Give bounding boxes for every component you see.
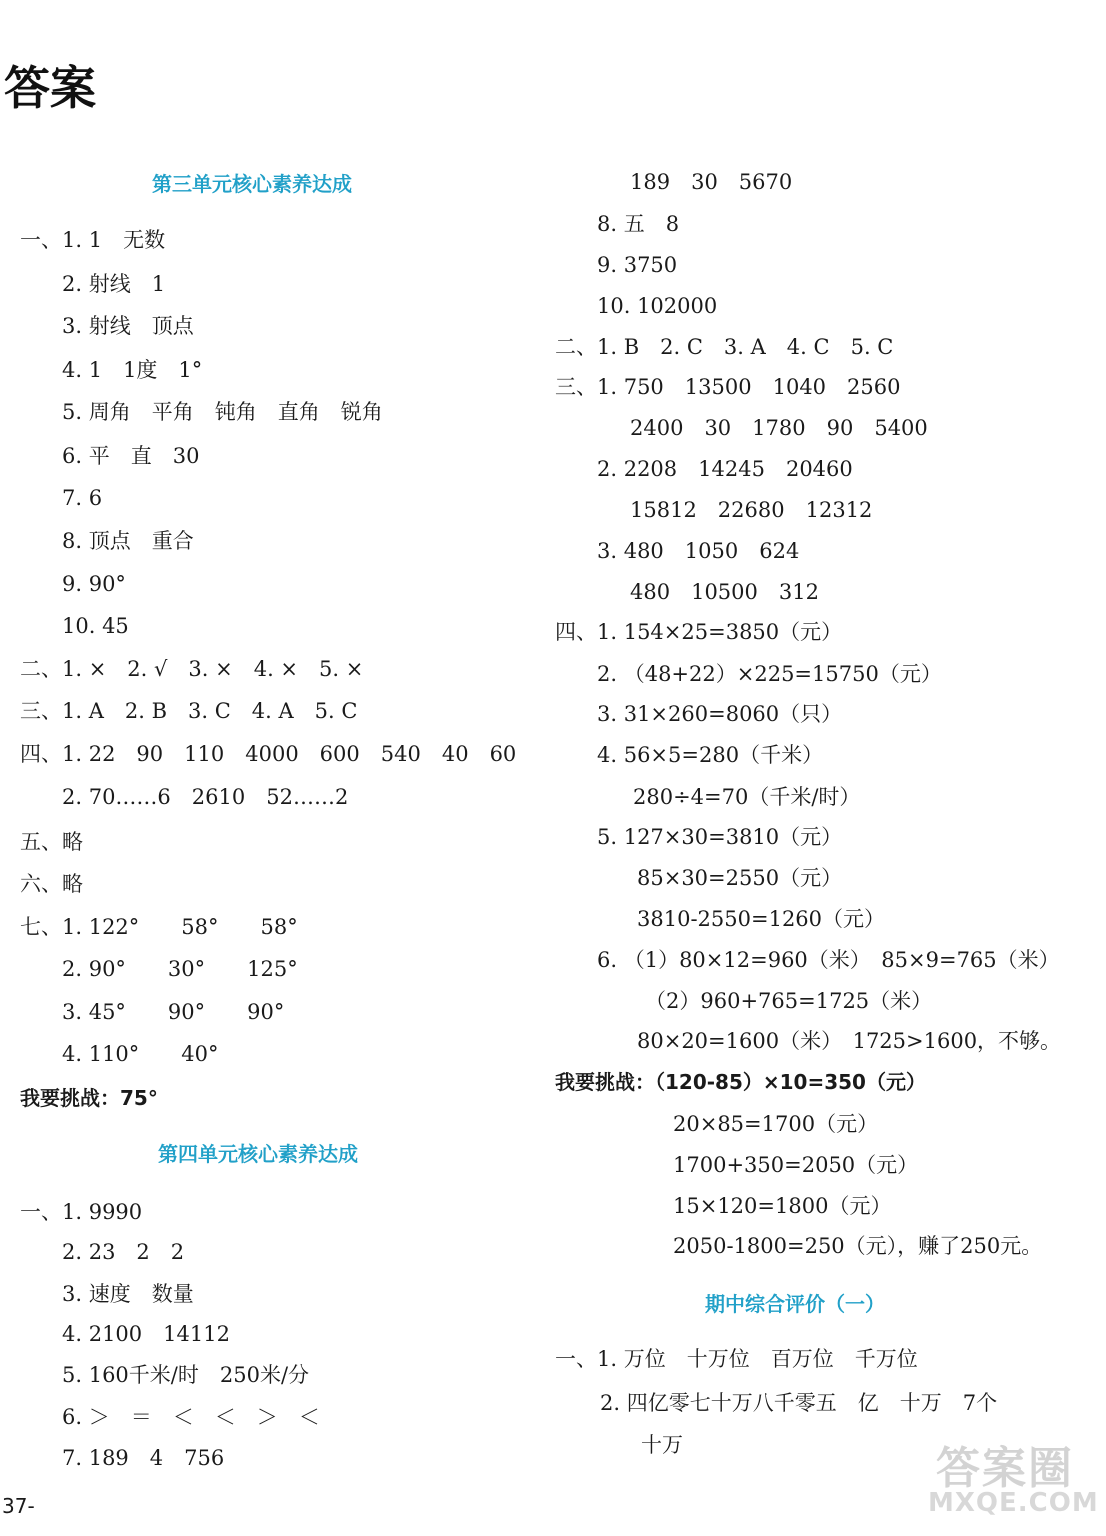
section-heading: 第四单元核心素养达成: [158, 1142, 358, 1166]
answer-line: 20×85=1700（元）: [673, 1112, 879, 1136]
watermark-url: MXQE.COM: [928, 1488, 1099, 1518]
watermark-logo: 答案圈: [936, 1443, 1074, 1494]
answer-line: 7. 189 4 756: [62, 1446, 225, 1470]
answer-line: 2. 四亿零七十万八千零五 亿 十万 7个: [600, 1391, 998, 1415]
answer-line: 10. 102000: [597, 294, 718, 318]
answer-line: 四、1. 22 90 110 4000 600 540 40 60: [20, 742, 517, 766]
answer-line: 280÷4=70（千米/时）: [633, 785, 861, 809]
answer-line: 80×20=1600（米） 1725>1600，不够。: [637, 1029, 1062, 1053]
answer-line: 8. 顶点 重合: [62, 529, 194, 553]
answer-line: 85×30=2550（元）: [637, 866, 843, 890]
answer-line: 七、1. 122° 58° 58°: [20, 915, 298, 939]
page-number: 37-: [2, 1494, 35, 1518]
answer-line: 二、1. B 2. C 3. A 4. C 5. C: [555, 335, 894, 359]
answer-line: 2. （48+22）×225=15750（元）: [597, 662, 942, 686]
answer-line: 我要挑战：（120-85）×10=350（元）: [555, 1070, 926, 1094]
answer-line: 9. 3750: [597, 253, 678, 277]
answer-line: 一、1. 9990: [20, 1200, 143, 1224]
answer-line: 3810-2550=1260（元）: [637, 907, 886, 931]
answer-line: 3. 45° 90° 90°: [62, 1000, 285, 1024]
answer-line: 一、1. 1 无数: [20, 228, 166, 252]
answer-line: 一、1. 万位 十万位 百万位 千万位: [555, 1347, 918, 1371]
answer-line: 2. 射线 1: [62, 272, 166, 296]
section-heading: 第三单元核心素养达成: [152, 172, 352, 196]
answer-line: 8. 五 8: [597, 212, 680, 236]
answer-line: 2400 30 1780 90 5400: [630, 416, 928, 440]
answer-line: 3. 速度 数量: [62, 1282, 194, 1306]
answer-line: 1700+350=2050（元）: [673, 1153, 919, 1177]
answer-line: 2. 70……6 2610 52……2: [62, 785, 349, 809]
section-heading: 期中综合评价（一）: [705, 1292, 885, 1316]
answer-line: 480 10500 312: [630, 580, 819, 604]
answer-line: 3. 480 1050 624: [597, 539, 800, 563]
answer-line: 三、1. A 2. B 3. C 4. A 5. C: [20, 699, 358, 723]
answer-line: 15812 22680 12312: [630, 498, 873, 522]
page-title: 答案: [4, 61, 96, 115]
watermark: [928, 1432, 1099, 1528]
answer-line: 十万: [641, 1433, 683, 1457]
answer-line: 四、1. 154×25=3850（元）: [555, 620, 843, 644]
answer-line: 二、1. × 2. √ 3. × 4. × 5. ×: [20, 657, 364, 681]
answer-line: 2. 2208 14245 20460: [597, 457, 853, 481]
answer-line: 5. 周角 平角 钝角 直角 锐角: [62, 400, 383, 424]
answer-line: 4. 110° 40°: [62, 1042, 219, 1066]
answer-line: 2. 23 2 2: [62, 1240, 185, 1264]
answer-line: 6. 平 直 30: [62, 444, 200, 468]
answer-line: 2. 90° 30° 125°: [62, 957, 298, 981]
answer-line: （2）960+765=1725（米）: [645, 989, 933, 1013]
answer-line: 2050-1800=250（元），赚了250元。: [673, 1234, 1043, 1258]
answer-line: 15×120=1800（元）: [673, 1194, 892, 1218]
answer-line: 3. 射线 顶点: [62, 314, 194, 338]
answer-line: 6. （1）80×12=960（米） 85×9=765（米）: [597, 948, 1060, 972]
right-answer-column: [545, 0, 1106, 1536]
answer-line: 3. 31×260=8060（只）: [597, 702, 843, 726]
answer-line: 4. 1 1度 1°: [62, 358, 203, 382]
left-answer-column: [0, 0, 545, 1536]
answer-line: 10. 45: [62, 614, 129, 638]
answer-line: 5. 127×30=3810（元）: [597, 825, 843, 849]
answer-line: 六、略: [20, 872, 83, 896]
answer-line: 五、略: [20, 830, 83, 854]
answer-line: 189 30 5670: [630, 170, 793, 194]
answer-line: 4. 56×5=280（千米）: [597, 743, 824, 767]
answer-line: 5. 160千米/时 250米/分: [62, 1363, 310, 1387]
answer-line: 7. 6: [62, 486, 103, 510]
answer-line: 我要挑战：75°: [20, 1086, 158, 1110]
answer-line: 三、1. 750 13500 1040 2560: [555, 375, 901, 399]
answer-line: 9. 90°: [62, 572, 126, 596]
answer-line: 4. 2100 14112: [62, 1322, 230, 1346]
answer-line: 6. ＞ ＝ ＜ ＜ ＞ ＜: [62, 1405, 320, 1429]
